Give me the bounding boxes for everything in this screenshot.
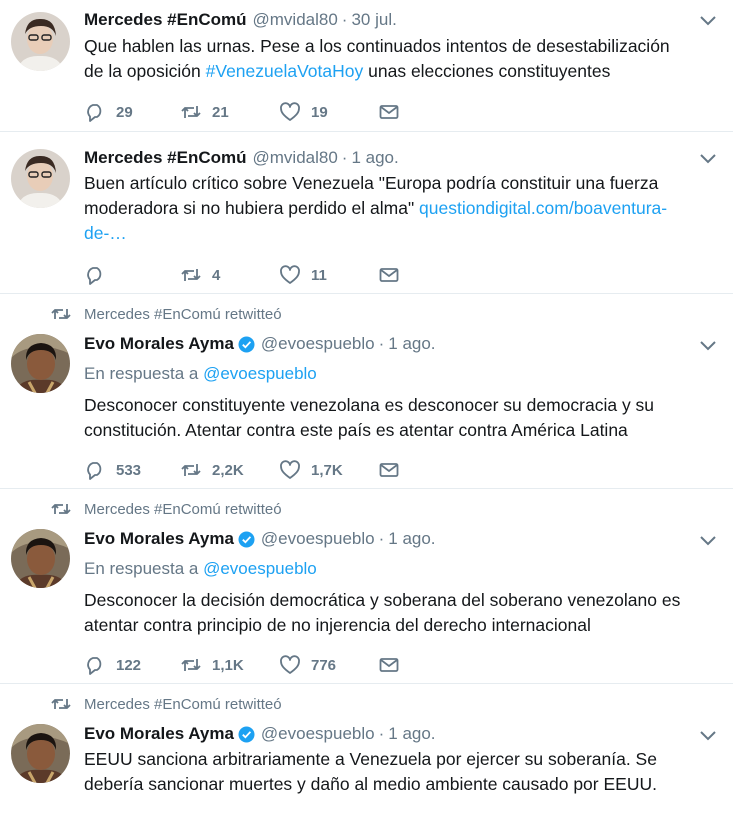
tweet-text	[84, 171, 693, 246]
tweet[interactable]	[0, 684, 733, 815]
direct-message-button[interactable]	[378, 101, 400, 123]
retweet-count: 2,2K	[212, 461, 244, 479]
reply-button[interactable]	[84, 264, 180, 286]
reply-count: 29	[116, 103, 133, 121]
avatar[interactable]	[11, 149, 70, 208]
tweet[interactable]	[0, 132, 733, 294]
separator-dot: ·	[341, 148, 348, 167]
retweet-icon	[50, 306, 72, 322]
separator-dot: ·	[378, 724, 385, 743]
author-handle[interactable]: @mvidal80	[252, 148, 338, 167]
tweet-timestamp[interactable]: 1 ago.	[388, 334, 436, 353]
avatar[interactable]	[11, 724, 70, 783]
retweet-button[interactable]	[180, 654, 279, 676]
chevron-down-icon[interactable]	[699, 729, 717, 741]
reply-icon	[84, 654, 106, 676]
tweet-header	[84, 146, 693, 170]
tweet-text-part: Que hablen las urnas. Pese a los continuados intentos de desestabilización de la oposición	[84, 36, 670, 81]
like-button[interactable]	[279, 459, 378, 481]
heart-icon	[279, 459, 301, 481]
tweet-timestamp[interactable]: 1 ago.	[388, 529, 436, 548]
reply-prefix: En respuesta a	[84, 364, 199, 383]
author-handle[interactable]: @evoespueblo	[260, 529, 375, 548]
avatar[interactable]	[11, 529, 70, 588]
retweet-button[interactable]	[180, 264, 279, 286]
tweet-actions	[84, 653, 693, 677]
retweet-button[interactable]	[180, 101, 279, 123]
tweet-actions	[84, 263, 693, 287]
chevron-down-icon[interactable]	[699, 152, 717, 164]
retweet-button[interactable]	[180, 459, 279, 481]
tweet-text-part: unas elecciones constituyentes	[363, 61, 611, 81]
tweet-header	[84, 332, 693, 356]
avatar[interactable]	[11, 12, 70, 71]
direct-message-button[interactable]	[378, 654, 400, 676]
reply-icon	[84, 101, 106, 123]
tweet-timestamp[interactable]: 30 jul.	[351, 10, 397, 29]
tweet-header	[84, 722, 693, 746]
verified-badge-icon	[238, 531, 255, 548]
author-name[interactable]: Evo Morales Ayma	[84, 529, 234, 548]
like-button[interactable]	[279, 101, 378, 123]
tweet-timestamp[interactable]: 1 ago.	[388, 724, 436, 743]
retweet-context	[84, 498, 693, 520]
tweet-text	[84, 588, 693, 638]
tweet-text	[84, 747, 693, 797]
retweet-context	[84, 303, 693, 325]
tweet-header	[84, 8, 693, 32]
author-name[interactable]: Evo Morales Ayma	[84, 724, 234, 743]
retweet-count: 4	[212, 266, 221, 284]
tweet-header	[84, 527, 693, 551]
like-button[interactable]	[279, 654, 378, 676]
chevron-down-icon[interactable]	[699, 534, 717, 546]
like-count: 11	[311, 266, 327, 284]
separator-dot: ·	[378, 529, 385, 548]
author-name[interactable]: Evo Morales Ayma	[84, 334, 234, 353]
tweet-text	[84, 34, 693, 84]
retweet-icon	[180, 654, 202, 676]
retweet-icon	[180, 264, 202, 286]
tweet-actions	[84, 100, 693, 124]
separator-dot: ·	[378, 334, 385, 353]
reply-button[interactable]	[84, 101, 180, 123]
retweeted-by-label[interactable]: Mercedes #EnComú retwitteó	[84, 305, 282, 323]
reply-count: 533	[116, 461, 142, 479]
chevron-down-icon[interactable]	[699, 14, 717, 26]
reply-count: 122	[116, 656, 142, 674]
tweet[interactable]	[0, 294, 733, 489]
like-count: 19	[311, 103, 328, 121]
tweet[interactable]	[0, 489, 733, 684]
reply-to-link[interactable]: @evoespueblo	[203, 364, 317, 383]
like-button[interactable]	[279, 264, 378, 286]
tweet[interactable]	[0, 0, 733, 132]
envelope-icon	[378, 459, 400, 481]
author-name[interactable]: Mercedes #EnComú	[84, 10, 247, 29]
hashtag-link[interactable]: #VenezuelaVotaHoy	[205, 61, 364, 81]
retweet-context	[84, 693, 693, 715]
envelope-icon	[378, 264, 400, 286]
reply-context	[84, 364, 693, 386]
tweet-text-part: Desconocer la decisión democrática y soberana del soberano venezolano es atentar contra principio de no injerencia del derecho internacional	[84, 590, 681, 635]
reply-button[interactable]	[84, 654, 180, 676]
avatar[interactable]	[11, 334, 70, 393]
tweet-timestamp[interactable]: 1 ago.	[351, 148, 399, 167]
heart-icon	[279, 654, 301, 676]
like-count: 776	[311, 656, 337, 674]
retweet-count: 21	[212, 103, 229, 121]
tweet-text-part: Desconocer constituyente venezolana es desconocer su democracia y su constitución. Atentar contra este país es atentar contra América Latina	[84, 395, 655, 440]
heart-icon	[279, 101, 301, 123]
heart-icon	[279, 264, 301, 286]
tweet-text-part: EEUU sanciona arbitrariamente a Venezuela por ejercer su soberanía. Se debería sancionar muertes y daño al medio ambiente causado por EEUU.	[84, 749, 657, 794]
author-name[interactable]: Mercedes #EnComú	[84, 148, 247, 167]
direct-message-button[interactable]	[378, 264, 400, 286]
envelope-icon	[378, 101, 400, 123]
envelope-icon	[378, 654, 400, 676]
retweeted-by-label[interactable]: Mercedes #EnComú retwitteó	[84, 695, 282, 713]
tweet-text-part: Buen artículo crítico sobre Venezuela "Europa podría constituir una fuerza moderadora si no hubiera perdido el alma"	[84, 173, 659, 218]
tweet-text	[84, 393, 693, 443]
reply-to-link[interactable]: @evoespueblo	[203, 559, 317, 578]
verified-badge-icon	[238, 336, 255, 353]
tweet-actions	[84, 458, 693, 482]
author-handle[interactable]: @evoespueblo	[260, 334, 375, 353]
author-handle[interactable]: @mvidal80	[252, 10, 338, 29]
retweeted-by-label[interactable]: Mercedes #EnComú retwitteó	[84, 500, 282, 518]
retweet-icon	[50, 696, 72, 712]
retweet-icon	[50, 501, 72, 517]
author-handle[interactable]: @evoespueblo	[260, 724, 375, 743]
reply-icon	[84, 459, 106, 481]
reply-prefix: En respuesta a	[84, 559, 199, 578]
like-count: 1,7K	[311, 461, 343, 479]
direct-message-button[interactable]	[378, 459, 400, 481]
url-link[interactable]: questiondigital.com/boaventura-de-…	[84, 198, 668, 243]
chevron-down-icon[interactable]	[699, 339, 717, 351]
reply-icon	[84, 264, 106, 286]
retweet-icon	[180, 101, 202, 123]
retweet-count: 1,1K	[212, 656, 244, 674]
retweet-icon	[180, 459, 202, 481]
verified-badge-icon	[238, 726, 255, 743]
reply-button[interactable]	[84, 459, 180, 481]
separator-dot: ·	[341, 10, 348, 29]
reply-context	[84, 559, 693, 581]
